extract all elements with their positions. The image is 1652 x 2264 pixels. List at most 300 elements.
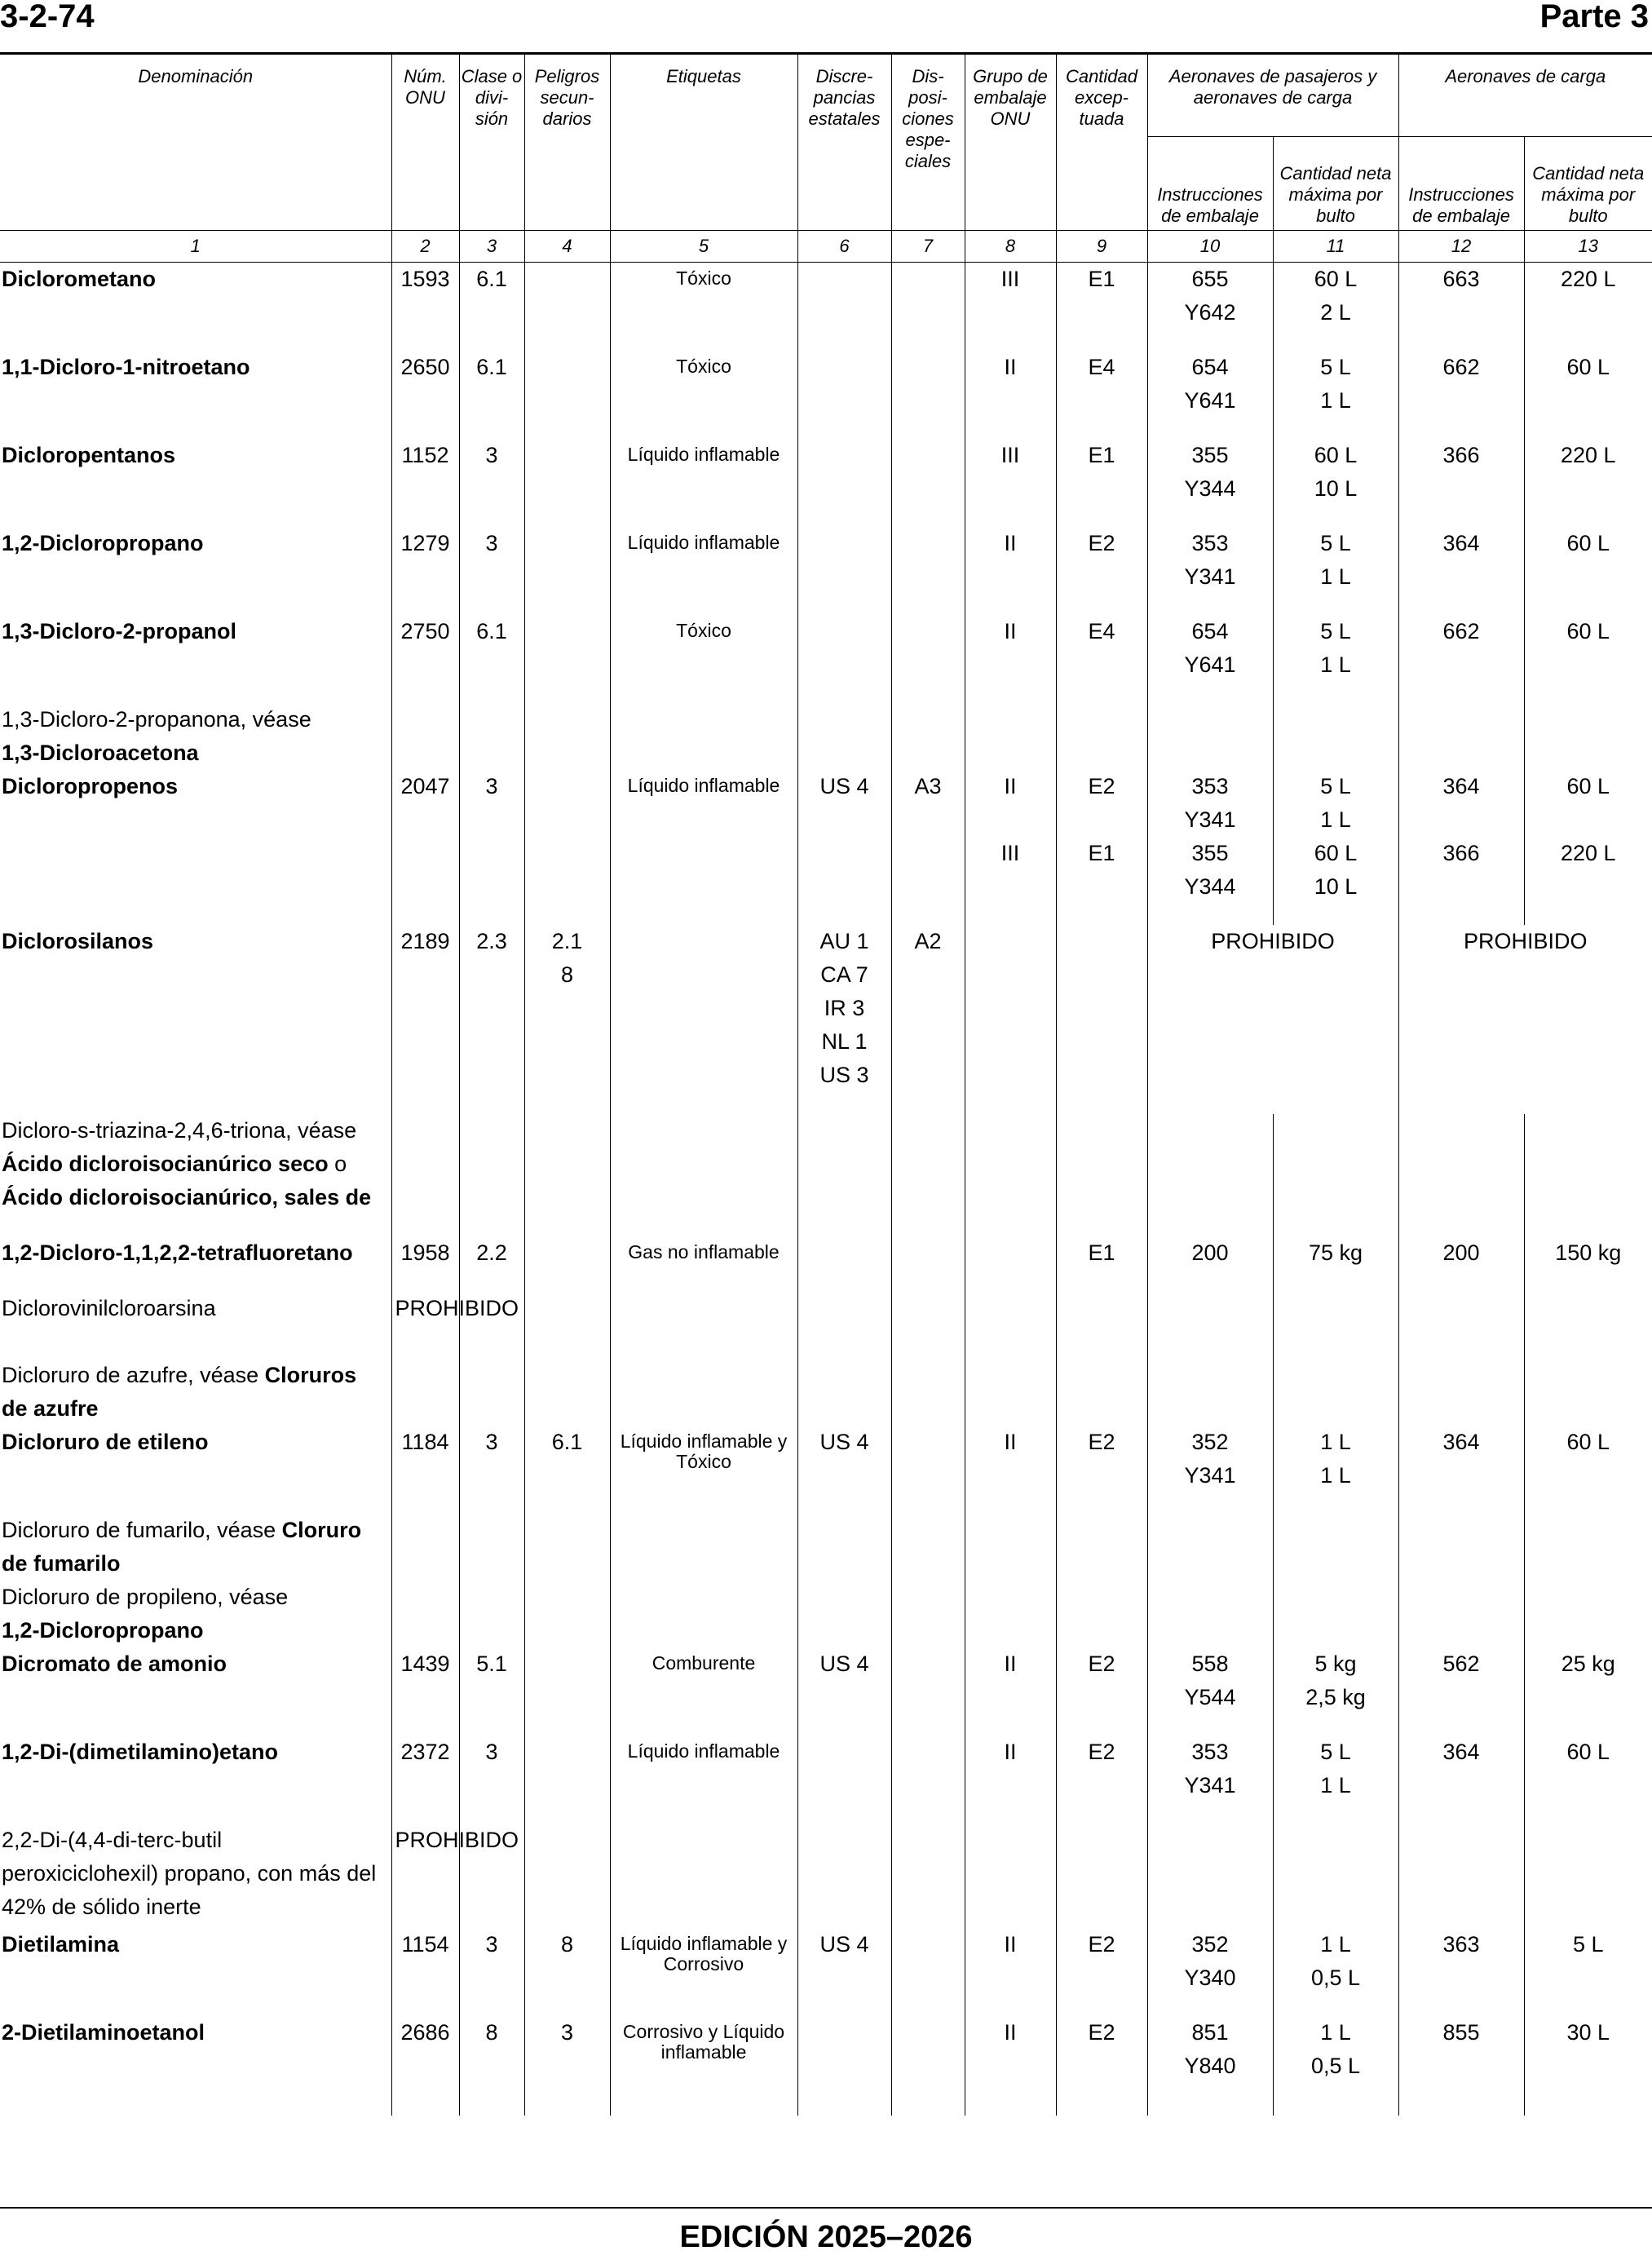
pax-max-quantity-value: 5 L: [1320, 773, 1351, 798]
substance-name: 1,1-Dicloro-1-nitroetano: [2, 354, 250, 379]
excepted-quantity-value: E4: [1088, 354, 1115, 379]
empty-cell: [1056, 1359, 1147, 1426]
name-line: [2, 1581, 391, 1614]
pax-packing-instruction-value: Y341: [1184, 564, 1236, 589]
table-row: [0, 263, 1652, 351]
pax-max-quantity: [1273, 1736, 1398, 1824]
substance-name: 1,2-Di-(dimetilamino)etano: [2, 1739, 279, 1764]
empty-cell: [524, 1824, 610, 1928]
un-number-cell: [391, 1928, 459, 2016]
empty-cell: [797, 1292, 891, 1359]
empty-cell: [891, 703, 965, 770]
label-cell: [610, 770, 797, 925]
state-variation: [797, 1236, 891, 1292]
state-variation: [797, 1736, 891, 1824]
secondary-hazard-value: 2.1: [551, 928, 583, 953]
special-provision: [891, 1647, 965, 1736]
table-row: [0, 1292, 1652, 1359]
cargo-max-quantity: [1524, 351, 1652, 439]
class-cell: [459, 439, 524, 527]
empty-cell: [1147, 703, 1273, 770]
packing-group: [965, 1647, 1056, 1736]
class-value: 3: [485, 1931, 498, 1957]
pax-packing-instruction: [1147, 439, 1273, 527]
pax-max-quantity-value: 5 L: [1320, 618, 1351, 643]
class-value: 3: [485, 1429, 498, 1454]
pax-max-quantity-value: 1 L: [1320, 1462, 1351, 1488]
denominacion-cell: [0, 703, 391, 770]
table-row: [0, 1928, 1652, 2016]
col-number: 10: [1147, 231, 1273, 263]
empty-cell: [1273, 1292, 1398, 1359]
name-line: [2, 1890, 391, 1924]
name-part: 42% de sólido inerte: [2, 1894, 201, 1919]
packing-group: [965, 925, 1056, 1114]
denominacion-cell: [0, 925, 391, 1114]
cargo-max-quantity-value: 30 L: [1566, 2019, 1610, 2045]
col-header-peligros-secundarios: Peligros secun- darios: [524, 55, 610, 231]
cargo-max-quantity: [1524, 263, 1652, 351]
col-header-cantidad-pax: Cantidad neta máxima por bulto: [1273, 137, 1398, 231]
pax-packing-instruction-value: 558: [1191, 1651, 1229, 1676]
class-value: 2.3: [476, 928, 507, 953]
un-number-cell: [391, 527, 459, 615]
pax-packing-instruction-value: Y840: [1184, 2053, 1236, 2078]
secondary-hazard: [524, 615, 610, 703]
empty-cell: [891, 1824, 965, 1928]
table-row: [0, 1426, 1652, 1514]
class-cell: [459, 615, 524, 703]
name-line: [2, 1359, 391, 1392]
empty-cell: [1524, 1581, 1652, 1647]
empty-cell: [797, 1824, 891, 1928]
col-number: 7: [891, 231, 965, 263]
state-variation-value: US 4: [819, 1931, 869, 1957]
empty-cell: [1273, 1824, 1398, 1928]
empty-cell: [391, 1514, 459, 1581]
name-part: Ácido dicloroisocianúrico, sales de: [2, 1184, 372, 1209]
pax-packing-instruction: [1147, 263, 1273, 351]
label-value: Comburente: [652, 1652, 756, 1674]
pax-max-quantity: [1273, 1236, 1398, 1292]
denominacion-cell: [0, 1236, 391, 1292]
pax-max-quantity: [1273, 1928, 1398, 2016]
special-provision: [891, 263, 965, 351]
label-value: Tóxico: [676, 355, 731, 377]
un-number-cell: [391, 351, 459, 439]
pax-packing-instruction-value: 851: [1191, 2019, 1229, 2045]
dangerous-goods-table: [0, 55, 1652, 2116]
excepted-quantity-value: E1: [1088, 840, 1115, 865]
name-part: Dicloruro de azufre, véase: [2, 1362, 265, 1387]
pax-max-quantity-value: 1 L: [1320, 564, 1351, 589]
label-cell: [610, 527, 797, 615]
excepted-quantity: [1056, 527, 1147, 615]
excepted-quantity: [1056, 1928, 1147, 2016]
pax-packing-instruction: [1147, 1736, 1273, 1824]
pax-packing-instruction-value: Y341: [1184, 1462, 1236, 1488]
un-number: 2189: [400, 928, 450, 953]
edition-footer: EDICIÓN 2025–2026: [679, 2220, 973, 2254]
special-provision: [891, 1236, 965, 1292]
prohibido-text: PROHIBIDO: [395, 1295, 519, 1320]
pax-packing-instruction-value: 353: [1191, 1739, 1229, 1764]
table-row: [0, 615, 1652, 703]
special-provision: [891, 439, 965, 527]
cargo-max-quantity-value: 220 L: [1560, 267, 1616, 291]
table-row: [0, 1581, 1652, 1647]
class-value: 6.1: [476, 618, 507, 643]
empty-cell: [965, 1514, 1056, 1581]
excepted-quantity-value: E1: [1088, 267, 1115, 291]
denominacion-cell: [0, 527, 391, 615]
empty-cell: [1056, 1824, 1147, 1928]
pax-packing-instruction: [1147, 2016, 1273, 2116]
secondary-hazard-value: 8: [560, 1931, 574, 1957]
col-header-grupo-embalaje: Grupo de embalaje ONU: [965, 55, 1056, 231]
table-row: [0, 527, 1652, 615]
empty-cell: [891, 1359, 965, 1426]
empty-cell: [459, 1581, 524, 1647]
name-part: o: [328, 1151, 347, 1176]
table-row: [0, 1736, 1652, 1824]
cargo-max-quantity: [1524, 527, 1652, 615]
denominacion-cell: [0, 351, 391, 439]
un-number-cell: [391, 1236, 459, 1292]
state-variation: [797, 351, 891, 439]
name-part: Diclorovinilcloroarsina: [2, 1295, 216, 1320]
excepted-quantity: [1056, 2016, 1147, 2116]
excepted-quantity: [1056, 925, 1147, 1114]
denominacion-cell: [0, 1114, 391, 1236]
substance-name: Diclorometano: [2, 267, 157, 291]
empty-cell: [1524, 1114, 1652, 1236]
special-provision: [891, 925, 965, 1114]
excepted-quantity-value: E2: [1088, 1651, 1115, 1676]
label-value: Tóxico: [676, 619, 731, 641]
table-row: [0, 1647, 1652, 1736]
empty-cell: [1398, 1824, 1524, 1928]
denominacion-cell: [0, 1736, 391, 1824]
empty-cell: [1056, 703, 1147, 770]
name-part: peroxiciclohexil) propano, con más del: [2, 1860, 377, 1886]
table-row: [0, 1114, 1652, 1236]
label-value: Líquido inflamable y Corrosivo: [620, 1932, 788, 1974]
packing-group: [965, 439, 1056, 527]
label-value: Líquido inflamable: [627, 531, 780, 553]
excepted-quantity: [1056, 1426, 1147, 1514]
pax-packing-instruction-value: 355: [1191, 442, 1229, 467]
packing-group-value: III: [1000, 267, 1020, 291]
pax-packing-instruction-value: 352: [1191, 1429, 1229, 1454]
name-line: [2, 1514, 391, 1547]
name-line: [2, 1824, 391, 1857]
pax-packing-instruction: [1147, 1236, 1273, 1292]
cargo-max-quantity-value: 220 L: [1560, 840, 1616, 865]
empty-cell: [610, 1514, 797, 1581]
label-cell: [610, 615, 797, 703]
group-header-pasajeros: Aeronaves de pasajeros y aeronaves de carga: [1147, 55, 1398, 137]
name-part: Dicloruro de fumarilo, véase: [2, 1517, 282, 1542]
empty-cell: [797, 1114, 891, 1236]
packing-group: [965, 1736, 1056, 1824]
cargo-packing-instruction-value: 366: [1442, 442, 1480, 467]
label-cell: [610, 439, 797, 527]
empty-cell: [459, 1514, 524, 1581]
secondary-hazard: [524, 925, 610, 1114]
label-value: Líquido inflamable: [627, 774, 780, 796]
denominacion-cell: [0, 1359, 391, 1426]
denominacion-cell: [0, 1514, 391, 1581]
class-cell: [459, 263, 524, 351]
class-cell: [459, 2016, 524, 2116]
substance-name: 1,3-Dicloro-2-propanol: [2, 618, 237, 643]
empty-cell: [1524, 1359, 1652, 1426]
cargo-max-quantity: [1524, 770, 1652, 925]
pax-max-quantity-value: 5 kg: [1314, 1651, 1357, 1676]
excepted-quantity-value: E2: [1088, 1429, 1115, 1454]
name-part: de azufre: [2, 1395, 99, 1421]
packing-group: [965, 1928, 1056, 2016]
pax-max-quantity-value: 1 L: [1320, 387, 1351, 413]
cargo-packing-instruction: [1398, 1426, 1524, 1514]
empty-cell: [610, 1581, 797, 1647]
class-cell: [459, 1647, 524, 1736]
pax-max-quantity-value: 1 L: [1320, 807, 1351, 832]
empty-cell: [965, 1824, 1056, 1928]
excepted-quantity: [1056, 439, 1147, 527]
name-line: [2, 1147, 391, 1181]
secondary-hazard-value: 3: [560, 2019, 574, 2045]
empty-cell: [610, 1359, 797, 1426]
un-number-cell: [391, 1736, 459, 1824]
substance-name: 2-Dietilaminoetanol: [2, 2019, 205, 2045]
table-row: [0, 439, 1652, 527]
pax-packing-instruction: [1147, 1647, 1273, 1736]
pax-max-quantity-value: 5 L: [1320, 354, 1351, 379]
name-part: Dicloruro de propileno, véase: [2, 1584, 289, 1609]
cargo-max-quantity-value: 150 kg: [1555, 1240, 1622, 1265]
pax-packing-instruction-value: Y340: [1184, 1965, 1236, 1990]
empty-cell: [391, 703, 459, 770]
un-number-cell: [391, 439, 459, 527]
special-provision-value: A2: [914, 928, 942, 953]
label-cell: [610, 925, 797, 1114]
prohibido-pax: [1147, 925, 1398, 1114]
pax-packing-instruction: [1147, 615, 1273, 703]
empty-cell: [1398, 1514, 1524, 1581]
name-line: [2, 1392, 391, 1426]
table-row: [0, 1824, 1652, 1928]
substance-name: Dicloropropenos: [2, 773, 179, 798]
pax-max-quantity-value: 0,5 L: [1310, 2053, 1361, 2078]
packing-group: [965, 1426, 1056, 1514]
pax-max-quantity-value: 1 L: [1320, 2019, 1351, 2045]
empty-cell: [459, 703, 524, 770]
excepted-quantity-value: E1: [1088, 1240, 1115, 1265]
table-row: [0, 703, 1652, 770]
state-variation: [797, 1928, 891, 2016]
pax-packing-instruction: [1147, 1426, 1273, 1514]
table-row: [0, 1236, 1652, 1292]
name-part: 2,2-Di-(4,4-di-terc-butil: [2, 1827, 223, 1852]
un-number: 1152: [401, 442, 449, 467]
packing-group-value: II: [1004, 354, 1017, 379]
excepted-quantity-value: E2: [1088, 773, 1115, 798]
excepted-quantity: [1056, 351, 1147, 439]
secondary-hazard: [524, 263, 610, 351]
pax-max-quantity: [1273, 527, 1398, 615]
col-number: 9: [1056, 231, 1147, 263]
substance-name: Dicloropentanos: [2, 442, 176, 467]
class-value: 3: [485, 442, 498, 467]
class-value: 3: [485, 1739, 498, 1764]
label-value: Líquido inflamable y Tóxico: [620, 1430, 788, 1472]
col-header-etiquetas: Etiquetas: [610, 55, 797, 231]
pax-packing-instruction-value: Y641: [1184, 652, 1236, 677]
special-provision: [891, 1426, 965, 1514]
pax-max-quantity: [1273, 615, 1398, 703]
col-header-cantidad-exceptuada: Cantidad excep- tuada: [1056, 55, 1147, 231]
pax-packing-instruction-value: Y641: [1184, 387, 1236, 413]
name-part: 1,2-Dicloropropano: [2, 1617, 204, 1643]
denominacion-cell: [0, 1647, 391, 1736]
col-number: 4: [524, 231, 610, 263]
table-row: [0, 1359, 1652, 1426]
empty-cell: [891, 1114, 965, 1236]
label-value: Gas no inflamable: [628, 1240, 780, 1262]
empty-cell: [1398, 1581, 1524, 1647]
name-part: Cloruro: [281, 1517, 362, 1542]
un-number: 1439: [400, 1651, 450, 1676]
empty-cell: [797, 703, 891, 770]
special-provision: [891, 351, 965, 439]
substance-name: Dietilamina: [2, 1931, 120, 1957]
prohibido-cargo: [1398, 925, 1652, 1114]
empty-cell: [459, 1359, 524, 1426]
pax-max-quantity-value: 1 L: [1320, 1429, 1351, 1454]
cargo-packing-instruction-value: 363: [1442, 1931, 1480, 1957]
pax-max-quantity-value: 75 kg: [1308, 1240, 1363, 1265]
cargo-max-quantity-value: 60 L: [1566, 618, 1610, 643]
state-variation: [797, 263, 891, 351]
empty-cell: [1056, 1581, 1147, 1647]
cargo-packing-instruction: [1398, 439, 1524, 527]
un-number: 2686: [400, 2019, 450, 2045]
un-number: 2047: [400, 773, 450, 798]
cargo-max-quantity-value: 5 L: [1572, 1931, 1604, 1957]
empty-cell: [524, 703, 610, 770]
cargo-max-quantity: [1524, 1928, 1652, 2016]
cargo-max-quantity: [1524, 1647, 1652, 1736]
prohibido-cell: [391, 1824, 519, 1928]
un-number-cell: [391, 2016, 459, 2116]
packing-group-value: II: [1004, 1931, 1017, 1957]
cargo-max-quantity: [1524, 2016, 1652, 2116]
empty-cell: [1524, 1514, 1652, 1581]
label-value: Líquido inflamable: [627, 443, 780, 465]
packing-group: [965, 770, 1056, 925]
pax-max-quantity-value: 1 L: [1320, 1931, 1351, 1957]
packing-group-value: [965, 803, 1056, 837]
packing-group: [965, 615, 1056, 703]
pax-max-quantity: [1273, 351, 1398, 439]
pax-max-quantity-value: 1 L: [1320, 652, 1351, 677]
cargo-packing-instruction-value: 364: [1442, 1739, 1480, 1764]
empty-cell: [965, 1114, 1056, 1236]
state-variation-value: IR 3: [824, 995, 865, 1020]
secondary-hazard: [524, 527, 610, 615]
table-row: [0, 925, 1652, 1114]
label-cell: [610, 2016, 797, 2116]
empty-cell: [524, 1359, 610, 1426]
name-part: Ácido dicloroisocianúrico seco: [2, 1151, 329, 1176]
pax-packing-instruction-value: 654: [1191, 618, 1229, 643]
class-value: 6.1: [476, 267, 507, 291]
empty-cell: [610, 1114, 797, 1236]
name-line: [2, 736, 391, 770]
col-header-cantidad-carga: Cantidad neta máxima por bulto: [1524, 137, 1652, 231]
empty-cell: [1398, 1292, 1524, 1359]
empty-cell: [524, 1114, 610, 1236]
packing-group-value: III: [1000, 840, 1020, 865]
class-value: 8: [485, 2019, 498, 2045]
cargo-packing-instruction-value: 364: [1442, 530, 1480, 555]
packing-group: [965, 263, 1056, 351]
class-cell: [459, 1928, 524, 2016]
col-number: 3: [459, 231, 524, 263]
excepted-quantity-value: E4: [1088, 618, 1115, 643]
cargo-max-quantity-value: 60 L: [1566, 1429, 1610, 1454]
cargo-packing-instruction: [1398, 351, 1524, 439]
cargo-packing-instruction: [1398, 1236, 1524, 1292]
cargo-packing-instruction: [1398, 1647, 1524, 1736]
class-cell: [459, 351, 524, 439]
packing-group: [965, 527, 1056, 615]
col-number: 11: [1273, 231, 1398, 263]
table-row: [0, 770, 1652, 925]
secondary-hazard: [524, 1647, 610, 1736]
pax-packing-instruction-value: Y341: [1184, 807, 1236, 832]
excepted-quantity: [1056, 1236, 1147, 1292]
cargo-max-quantity-value: 25 kg: [1561, 1651, 1615, 1676]
name-line: [2, 1181, 391, 1214]
name-line: [2, 703, 391, 736]
empty-cell: [891, 1292, 965, 1359]
denominacion-cell: [0, 439, 391, 527]
col-header-clase: Clase o divi- sión: [459, 55, 524, 231]
pax-packing-instruction-value: 654: [1191, 354, 1229, 379]
empty-cell: [1524, 1292, 1652, 1359]
pax-max-quantity: [1273, 263, 1398, 351]
secondary-hazard: [524, 1928, 610, 2016]
class-value: 3: [485, 530, 498, 555]
special-provision: [891, 1736, 965, 1824]
empty-cell: [391, 1114, 459, 1236]
pax-max-quantity-value: 2,5 kg: [1305, 1684, 1366, 1709]
prohibido-text: PROHIBIDO: [1211, 928, 1335, 953]
label-cell: [610, 1647, 797, 1736]
table-body: [0, 263, 1652, 2116]
substance-name: 1,2-Dicloro-1,1,2,2-tetrafluoretano: [2, 1240, 353, 1265]
cargo-packing-instruction: [1398, 1928, 1524, 2016]
empty-cell: [1398, 703, 1524, 770]
empty-cell: [1056, 1114, 1147, 1236]
empty-cell: [1273, 1359, 1398, 1426]
pax-max-quantity-value: 0,5 L: [1310, 1965, 1361, 1990]
secondary-hazard: [524, 770, 610, 925]
packing-group-value: II: [1004, 2019, 1017, 2045]
